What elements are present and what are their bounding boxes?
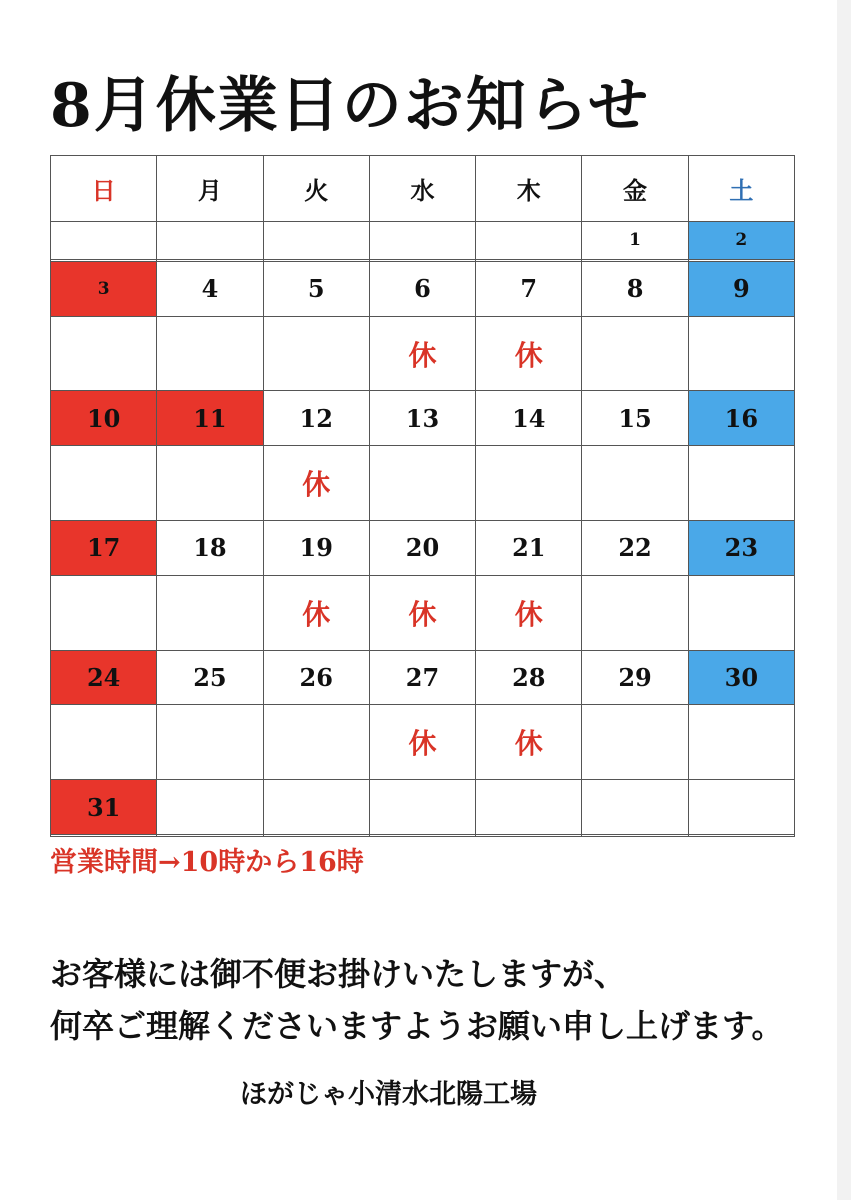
date-cell — [157, 221, 263, 259]
date-cell: 14 — [476, 391, 582, 446]
closure-row — [51, 446, 795, 521]
date-cell — [369, 221, 475, 259]
closure-cell — [688, 446, 794, 521]
date-cell-saturday: 2 — [688, 221, 794, 259]
date-cell: 25 — [157, 650, 263, 705]
date-cell: 12 — [263, 391, 369, 446]
closure-cell — [369, 446, 475, 521]
page-edge — [837, 0, 851, 1200]
date-cell — [369, 780, 475, 835]
weekday-tue: 火 — [263, 156, 369, 222]
weekday-header-row — [51, 156, 795, 222]
date-cell-holiday: 17 — [51, 521, 157, 576]
closure-cell — [51, 705, 157, 780]
closure-cell — [51, 835, 157, 837]
date-row — [51, 521, 795, 576]
apology-line-2: 何卒ご理解くださいますようお願い申し上げます。 — [50, 1007, 784, 1045]
date-cell — [476, 780, 582, 835]
date-cell: 7 — [476, 261, 582, 316]
date-cell: 19 — [263, 521, 369, 576]
closure-mark: 休 — [263, 575, 369, 650]
date-cell: 4 — [157, 261, 263, 316]
closure-cell — [688, 316, 794, 391]
closure-cell — [157, 705, 263, 780]
closure-row — [51, 316, 795, 391]
date-cell: 8 — [582, 261, 688, 316]
date-cell: 13 — [369, 391, 475, 446]
date-cell: 20 — [369, 521, 475, 576]
closure-mark: 休 — [476, 705, 582, 780]
closure-cell — [157, 835, 263, 837]
closure-cell — [369, 835, 475, 837]
weekday-sun: 日 — [51, 156, 157, 222]
date-cell: 26 — [263, 650, 369, 705]
date-cell — [476, 221, 582, 259]
date-cell-holiday: 24 — [51, 650, 157, 705]
closure-cell — [157, 446, 263, 521]
closure-cell — [582, 316, 688, 391]
apology-message — [50, 948, 783, 1052]
date-row — [51, 261, 795, 316]
date-row — [51, 650, 795, 705]
date-cell: 28 — [476, 650, 582, 705]
closure-cell — [263, 835, 369, 837]
closure-cell — [582, 835, 688, 837]
date-cell: 18 — [157, 521, 263, 576]
weekday-mon: 月 — [157, 156, 263, 222]
date-cell-saturday: 30 — [688, 650, 794, 705]
page-title: 8月休業日のお知らせ — [50, 71, 650, 141]
closure-cell — [157, 575, 263, 650]
date-cell — [688, 780, 794, 835]
date-cell: 22 — [582, 521, 688, 576]
weekday-wed: 水 — [369, 156, 475, 222]
date-cell — [263, 221, 369, 259]
date-cell: 6 — [369, 261, 475, 316]
closure-mark: 休 — [369, 316, 475, 391]
date-cell-holiday: 11 — [157, 391, 263, 446]
date-cell: 15 — [582, 391, 688, 446]
closure-row — [51, 835, 795, 837]
date-row — [51, 221, 795, 259]
closure-cell — [263, 316, 369, 391]
date-cell: 21 — [476, 521, 582, 576]
closure-mark: 休 — [476, 316, 582, 391]
date-cell — [263, 780, 369, 835]
date-cell-holiday: 10 — [51, 391, 157, 446]
date-cell — [51, 221, 157, 259]
closure-cell — [157, 316, 263, 391]
calendar-table — [50, 155, 795, 837]
business-hours: 営業時間→10時から16時 — [50, 847, 364, 878]
closure-cell — [688, 835, 794, 837]
closure-cell — [476, 835, 582, 837]
closure-cell — [582, 575, 688, 650]
closure-cell — [476, 446, 582, 521]
weekday-sat: 土 — [688, 156, 794, 222]
date-cell-holiday: 3 — [51, 261, 157, 316]
weekday-fri: 金 — [582, 156, 688, 222]
date-cell-saturday: 9 — [688, 261, 794, 316]
closure-mark: 休 — [476, 575, 582, 650]
closure-mark: 休 — [369, 705, 475, 780]
date-cell: 29 — [582, 650, 688, 705]
shop-name: ほがじゃ小清水北陽工場 — [240, 1079, 537, 1110]
closure-cell — [582, 446, 688, 521]
date-cell: 1 — [582, 221, 688, 259]
closure-mark: 休 — [369, 575, 475, 650]
closure-cell — [688, 575, 794, 650]
date-cell: 5 — [263, 261, 369, 316]
closure-row — [51, 575, 795, 650]
date-row — [51, 391, 795, 446]
weekday-thu: 木 — [476, 156, 582, 222]
date-cell — [582, 780, 688, 835]
date-cell-saturday: 23 — [688, 521, 794, 576]
closure-cell — [688, 705, 794, 780]
closure-cell — [51, 446, 157, 521]
date-cell — [157, 780, 263, 835]
apology-line-1: お客様には御不便お掛けいたしますが、 — [50, 955, 627, 993]
date-cell-saturday: 16 — [688, 391, 794, 446]
date-cell-holiday: 31 — [51, 780, 157, 835]
closure-row — [51, 705, 795, 780]
closure-cell — [51, 575, 157, 650]
closure-mark: 休 — [263, 446, 369, 521]
closure-cell — [263, 705, 369, 780]
date-row — [51, 780, 795, 835]
closure-cell — [582, 705, 688, 780]
closure-cell — [51, 316, 157, 391]
date-cell: 27 — [369, 650, 475, 705]
